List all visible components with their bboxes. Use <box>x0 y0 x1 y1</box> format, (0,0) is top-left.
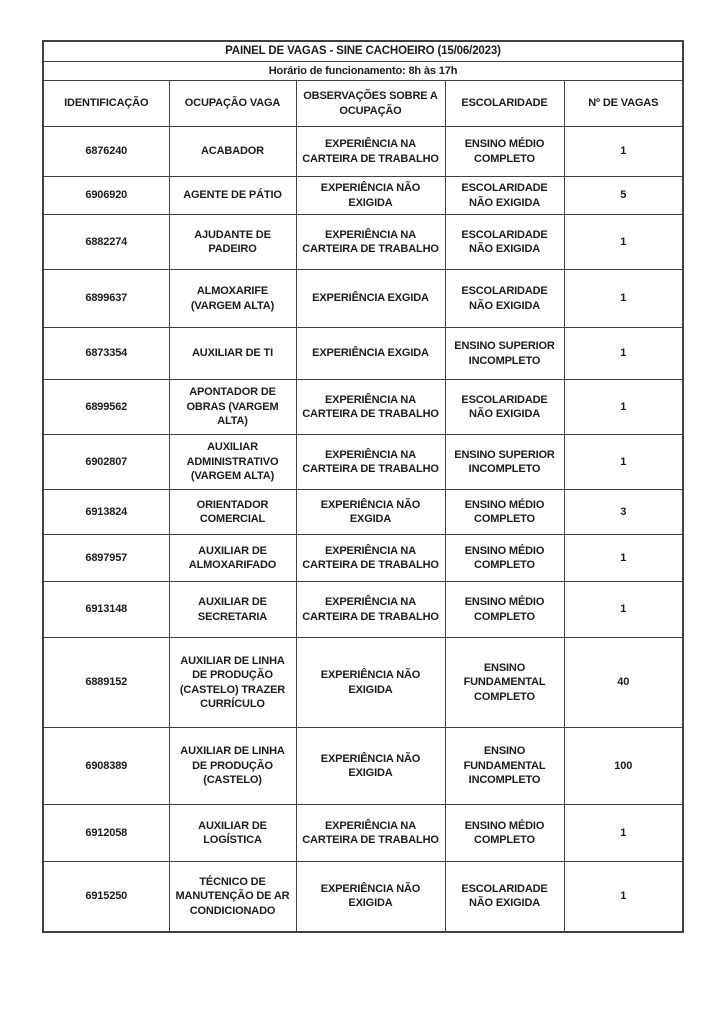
title-row <box>43 41 683 62</box>
table-row <box>43 582 683 638</box>
cell-ocupacao-vaga: ALMOXARIFE (VARGEM ALTA) <box>169 270 296 328</box>
cell-identificacao: 6882274 <box>43 215 169 270</box>
cell-identificacao: 6915250 <box>43 862 169 932</box>
cell-num-vagas: 1 <box>564 582 683 638</box>
cell-observacoes: EXPERIÊNCIA NA CARTEIRA DE TRABALHO <box>296 582 445 638</box>
table-header <box>43 41 683 127</box>
cell-escolaridade: ENSINO MÉDIO COMPLETO <box>445 582 564 638</box>
cell-num-vagas: 3 <box>564 490 683 535</box>
cell-ocupacao-vaga: AUXILIAR DE LOGÍSTICA <box>169 805 296 862</box>
cell-observacoes: EXPERIÊNCIA EXGIDA <box>296 328 445 380</box>
page-title: PAINEL DE VAGAS - SINE CACHOEIRO (15/06/2023) <box>43 41 683 62</box>
cell-escolaridade: ESCOLARIDADE NÃO EXIGIDA <box>445 177 564 215</box>
cell-escolaridade: ESCOLARIDADE NÃO EXIGIDA <box>445 270 564 328</box>
cell-ocupacao-vaga: ORIENTADOR COMERCIAL <box>169 490 296 535</box>
cell-escolaridade: ESCOLARIDADE NÃO EXIGIDA <box>445 380 564 435</box>
cell-identificacao: 6913148 <box>43 582 169 638</box>
cell-observacoes: EXPERIÊNCIA NA CARTEIRA DE TRABALHO <box>296 380 445 435</box>
opening-hours: Horário de funcionamento: 8h às 17h <box>43 62 683 81</box>
cell-ocupacao-vaga: AUXILIAR DE ALMOXARIFADO <box>169 535 296 582</box>
table-row <box>43 435 683 490</box>
table-row <box>43 728 683 805</box>
cell-observacoes: EXPERIÊNCIA NA CARTEIRA DE TRABALHO <box>296 215 445 270</box>
cell-num-vagas: 1 <box>564 805 683 862</box>
cell-escolaridade: ENSINO MÉDIO COMPLETO <box>445 127 564 177</box>
cell-observacoes: EXPERIÊNCIA NA CARTEIRA DE TRABALHO <box>296 127 445 177</box>
columns-row <box>43 81 683 127</box>
cell-observacoes: EXPERIÊNCIA NÃO EXIGIDA <box>296 638 445 728</box>
cell-escolaridade: ENSINO MÉDIO COMPLETO <box>445 490 564 535</box>
table-row <box>43 270 683 328</box>
cell-identificacao: 6906920 <box>43 177 169 215</box>
cell-ocupacao-vaga: AUXILIAR DE SECRETARIA <box>169 582 296 638</box>
vacancy-table <box>42 40 684 933</box>
cell-observacoes: EXPERIÊNCIA NA CARTEIRA DE TRABALHO <box>296 805 445 862</box>
cell-escolaridade: ENSINO FUNDAMENTAL INCOMPLETO <box>445 728 564 805</box>
cell-ocupacao-vaga: AJUDANTE DE PADEIRO <box>169 215 296 270</box>
cell-num-vagas: 1 <box>564 270 683 328</box>
table-row <box>43 535 683 582</box>
cell-escolaridade: ESCOLARIDADE NÃO EXIGIDA <box>445 862 564 932</box>
cell-num-vagas: 1 <box>564 535 683 582</box>
cell-identificacao: 6912058 <box>43 805 169 862</box>
cell-identificacao: 6876240 <box>43 127 169 177</box>
cell-identificacao: 6897957 <box>43 535 169 582</box>
column-header-identificacao: IDENTIFICAÇÃO <box>43 81 169 127</box>
column-header-escolaridade: ESCOLARIDADE <box>445 81 564 127</box>
cell-ocupacao-vaga: AUXILIAR DE TI <box>169 328 296 380</box>
cell-observacoes: EXPERIÊNCIA NÃO EXIGIDA <box>296 862 445 932</box>
cell-escolaridade: ENSINO MÉDIO COMPLETO <box>445 805 564 862</box>
table-body <box>43 127 683 932</box>
cell-observacoes: EXPERIÊNCIA NA CARTEIRA DE TRABALHO <box>296 535 445 582</box>
cell-num-vagas: 1 <box>564 328 683 380</box>
cell-ocupacao-vaga: APONTADOR DE OBRAS (VARGEM ALTA) <box>169 380 296 435</box>
table-row <box>43 638 683 728</box>
cell-identificacao: 6873354 <box>43 328 169 380</box>
cell-observacoes: EXPERIÊNCIA EXGIDA <box>296 270 445 328</box>
column-header-observacoes: OBSERVAÇÕES SOBRE A OCUPAÇÃO <box>296 81 445 127</box>
cell-observacoes: EXPERIÊNCIA NÃO EXIGIDA <box>296 177 445 215</box>
cell-ocupacao-vaga: AGENTE DE PÁTIO <box>169 177 296 215</box>
cell-identificacao: 6908389 <box>43 728 169 805</box>
cell-ocupacao-vaga: TÉCNICO DE MANUTENÇÃO DE AR CONDICIONADO <box>169 862 296 932</box>
table-row <box>43 380 683 435</box>
table-row <box>43 215 683 270</box>
cell-identificacao: 6913824 <box>43 490 169 535</box>
cell-escolaridade: ENSINO SUPERIOR INCOMPLETO <box>445 435 564 490</box>
table-row <box>43 862 683 932</box>
cell-num-vagas: 40 <box>564 638 683 728</box>
column-header-num-vagas: Nº DE VAGAS <box>564 81 683 127</box>
cell-escolaridade: ENSINO MÉDIO COMPLETO <box>445 535 564 582</box>
cell-num-vagas: 1 <box>564 127 683 177</box>
cell-identificacao: 6902807 <box>43 435 169 490</box>
cell-num-vagas: 1 <box>564 435 683 490</box>
cell-identificacao: 6889152 <box>43 638 169 728</box>
cell-ocupacao-vaga: AUXILIAR DE LINHA DE PRODUÇÃO (CASTELO) <box>169 728 296 805</box>
cell-num-vagas: 1 <box>564 380 683 435</box>
cell-observacoes: EXPERIÊNCIA NÃO EXIGIDA <box>296 728 445 805</box>
cell-escolaridade: ENSINO FUNDAMENTAL COMPLETO <box>445 638 564 728</box>
cell-num-vagas: 100 <box>564 728 683 805</box>
cell-num-vagas: 5 <box>564 177 683 215</box>
table-row <box>43 805 683 862</box>
cell-num-vagas: 1 <box>564 215 683 270</box>
table-row <box>43 490 683 535</box>
cell-observacoes: EXPERIÊNCIA NÃO EXGIDA <box>296 490 445 535</box>
cell-ocupacao-vaga: AUXILIAR DE LINHA DE PRODUÇÃO (CASTELO) TRAZER CURRÍCULO <box>169 638 296 728</box>
column-header-ocupacao-vaga: OCUPAÇÃO VAGA <box>169 81 296 127</box>
cell-observacoes: EXPERIÊNCIA NA CARTEIRA DE TRABALHO <box>296 435 445 490</box>
cell-num-vagas: 1 <box>564 862 683 932</box>
cell-escolaridade: ENSINO SUPERIOR INCOMPLETO <box>445 328 564 380</box>
cell-escolaridade: ESCOLARIDADE NÃO EXIGIDA <box>445 215 564 270</box>
table-row <box>43 328 683 380</box>
subtitle-row <box>43 62 683 81</box>
table-row <box>43 127 683 177</box>
cell-ocupacao-vaga: ACABADOR <box>169 127 296 177</box>
table-row <box>43 177 683 215</box>
cell-ocupacao-vaga: AUXILIAR ADMINISTRATIVO (VARGEM ALTA) <box>169 435 296 490</box>
cell-identificacao: 6899637 <box>43 270 169 328</box>
cell-identificacao: 6899562 <box>43 380 169 435</box>
